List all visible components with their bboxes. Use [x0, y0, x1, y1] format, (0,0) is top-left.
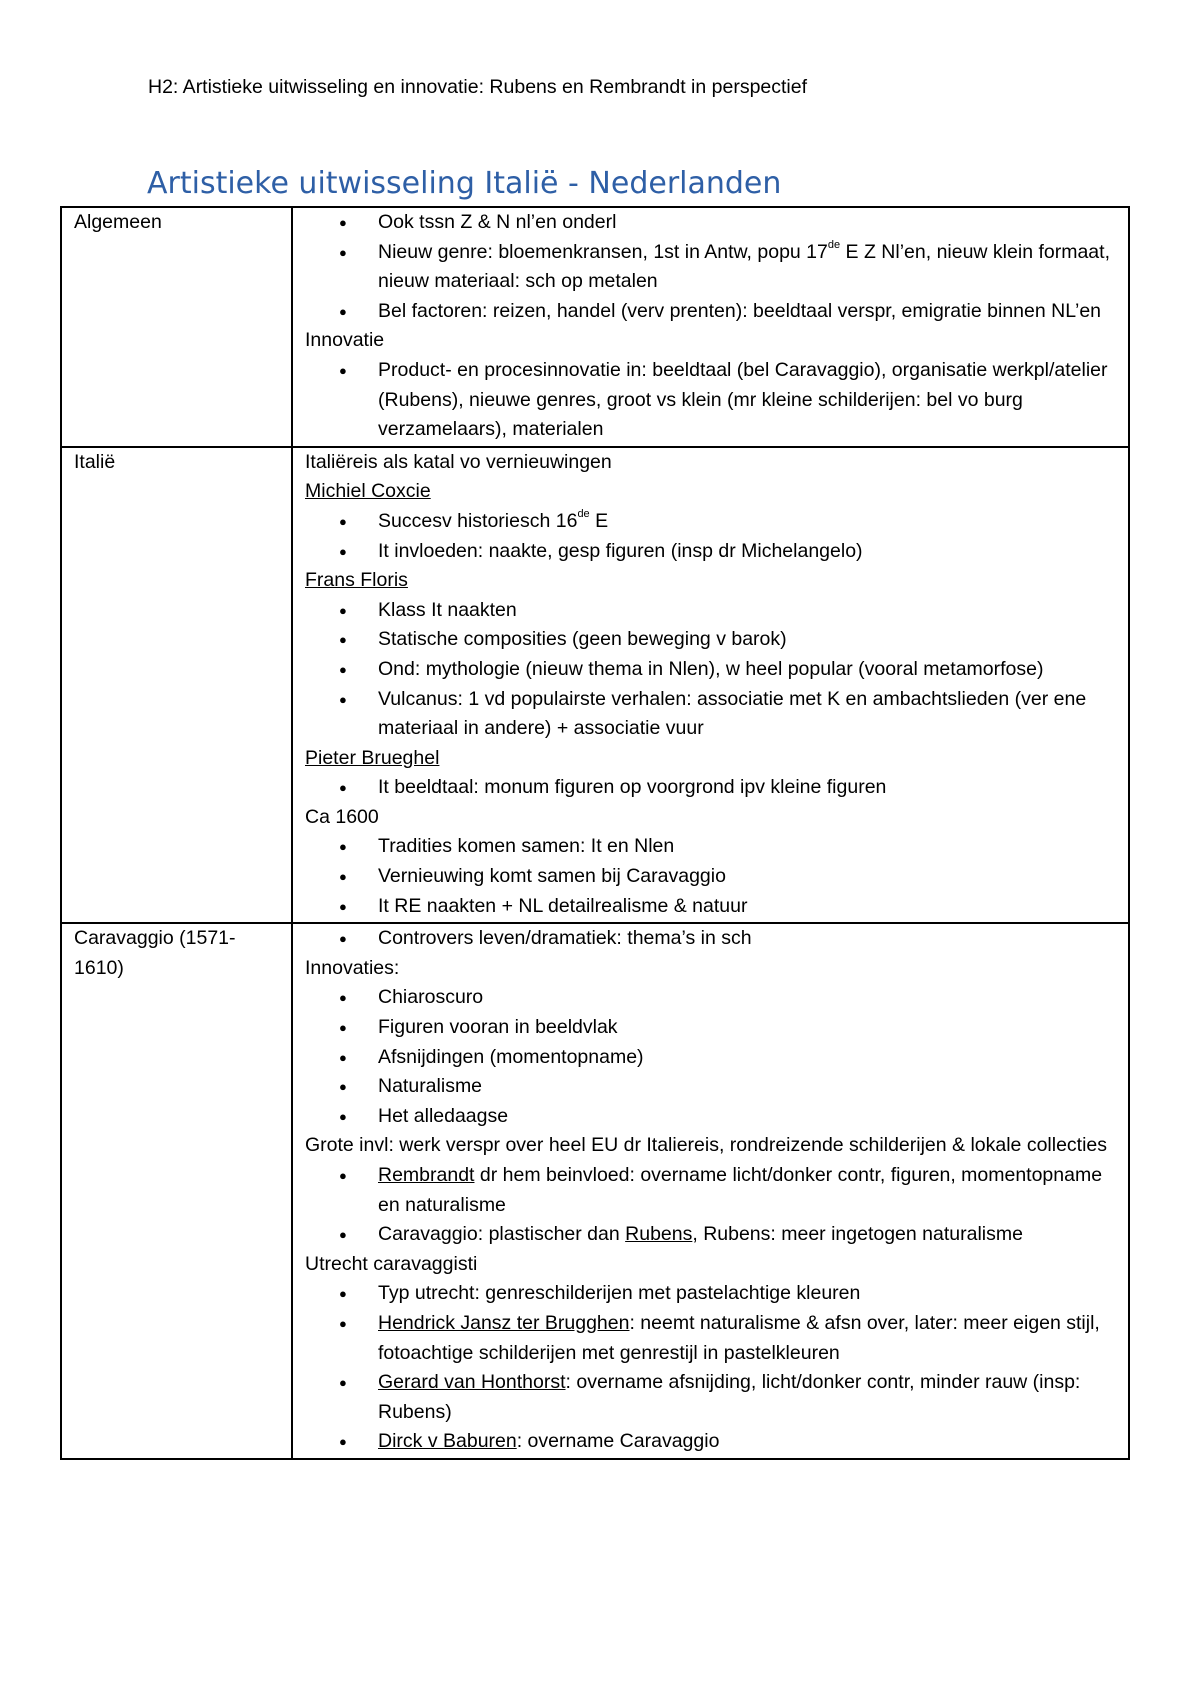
bullet-item: ● Typ utrecht: genreschilderijen met pastelachtige kleuren [305, 1279, 1116, 1309]
bullet-list [305, 1279, 1116, 1457]
bullet-list [305, 596, 1116, 744]
bullet-item: ● Tradities komen samen: It en Nlen [305, 832, 1116, 862]
bullet-item: ● Dirck v Baburen: overname Caravaggio [305, 1427, 1116, 1457]
row-label: Algemeen [61, 207, 292, 447]
bullet-item: ● Het alledaagse [305, 1102, 1116, 1132]
bullet-list [305, 507, 1116, 566]
bullet-item: ● Chiaroscuro [305, 983, 1116, 1013]
bullet-item: ● It invloeden: naakte, gesp figuren (insp dr Michelangelo) [305, 537, 1116, 567]
subheading-floris: Frans Floris [305, 569, 408, 592]
bullet-list [305, 356, 1116, 445]
bullet-list [305, 832, 1116, 921]
row-content [292, 923, 1129, 1459]
bullet-item: ● Nieuw genre: bloemenkransen, 1st in Antw, popu 17de E Z Nl’en, nieuw klein formaat, nieuw materiaal: sch op metalen [305, 238, 1116, 297]
subheading-ca1600: Ca 1600 [305, 805, 379, 828]
bullet-item: ● Rembrandt dr hem beinvloed: overname licht/donker contr, figuren, momentopname en naturalisme [305, 1161, 1116, 1220]
bullet-item: ● Gerard van Honthorst: overname afsnijding, licht/donker contr, minder rauw (insp: Rubens) [305, 1368, 1116, 1427]
subheading-innovaties: Innovaties: [305, 956, 400, 979]
bullet-list [305, 924, 1116, 954]
subheading-innovatie: Innovatie [305, 329, 385, 352]
bullet-item: ● Hendrick Jansz ter Brugghen: neemt naturalisme & afsn over, later: meer eigen stijl, fotoachtige schilderijen met genrestijl in pastelkleuren [305, 1309, 1116, 1368]
bullet-item: ● Vulcanus: 1 vd populairste verhalen: associatie met K en ambachtslieden (ver ene materiaal in andere) + associatie vuur [305, 685, 1116, 744]
bullet-item: ● Controvers leven/dramatiek: thema’s in sch [305, 924, 1116, 954]
bullet-item: ● Caravaggio: plastischer dan Rubens, Rubens: meer ingetogen naturalisme [305, 1220, 1116, 1250]
bullet-item: ● Ook tssn Z & N nl’en onderl [305, 208, 1116, 238]
bullet-item: ● Vernieuwing komt samen bij Caravaggio [305, 862, 1116, 892]
bullet-item: ● Afsnijdingen (momentopname) [305, 1043, 1116, 1073]
row-content [292, 447, 1129, 924]
bullet-list [305, 1161, 1116, 1250]
bullet-item: ● It beeldtaal: monum figuren op voorgrond ipv kleine figuren [305, 773, 1116, 803]
section-title: Artistieke uitwisseling Italië - Nederlanden [147, 166, 782, 201]
subheading-invloed: Grote invl: werk verspr over heel EU dr Italiereis, rondreizende schilderijen & lokale collecties [305, 1134, 1108, 1157]
subheading-coxcie: Michiel Coxcie [305, 480, 431, 503]
intro-text: Italiëreis als katal vo vernieuwingen [305, 450, 612, 473]
bullet-item: ● Ond: mythologie (nieuw thema in Nlen), w heel popular (vooral metamorfose) [305, 655, 1116, 685]
row-label: Caravaggio (1571-1610) [61, 923, 292, 1459]
subheading-utrecht: Utrecht caravaggisti [305, 1252, 478, 1275]
table-row-caravaggio [61, 923, 1129, 1459]
table-row-algemeen [61, 207, 1129, 447]
notes-table [60, 206, 1130, 1460]
bullet-item: ● Succesv historiesch 16de E [305, 507, 1116, 537]
row-content [292, 207, 1129, 447]
bullet-item: ● Product- en procesinnovatie in: beeldtaal (bel Caravaggio), organisatie werkpl/atelier (Rubens), nieuwe genres, groot vs klein (mr kleine schilderijen: bel vo burg verzamelaars), materialen [305, 356, 1116, 445]
bullet-list [305, 208, 1116, 326]
document-header: H2: Artistieke uitwisseling en innovatie: Rubens en Rembrandt in perspectief [148, 76, 808, 98]
bullet-item: ● It RE naakten + NL detailrealisme & natuur [305, 892, 1116, 922]
subheading-brueghel: Pieter Brueghel [305, 746, 440, 769]
bullet-item: ● Bel factoren: reizen, handel (verv prenten): beeldtaal verspr, emigratie binnen NL’en [305, 297, 1116, 327]
bullet-item: ● Statische composities (geen beweging v barok) [305, 625, 1116, 655]
bullet-list [305, 773, 1116, 803]
bullet-list [305, 983, 1116, 1131]
table-row-italie [61, 447, 1129, 924]
bullet-item: ● Klass It naakten [305, 596, 1116, 626]
bullet-item: ● Figuren vooran in beeldvlak [305, 1013, 1116, 1043]
row-label: Italië [61, 447, 292, 924]
bullet-item: ● Naturalisme [305, 1072, 1116, 1102]
